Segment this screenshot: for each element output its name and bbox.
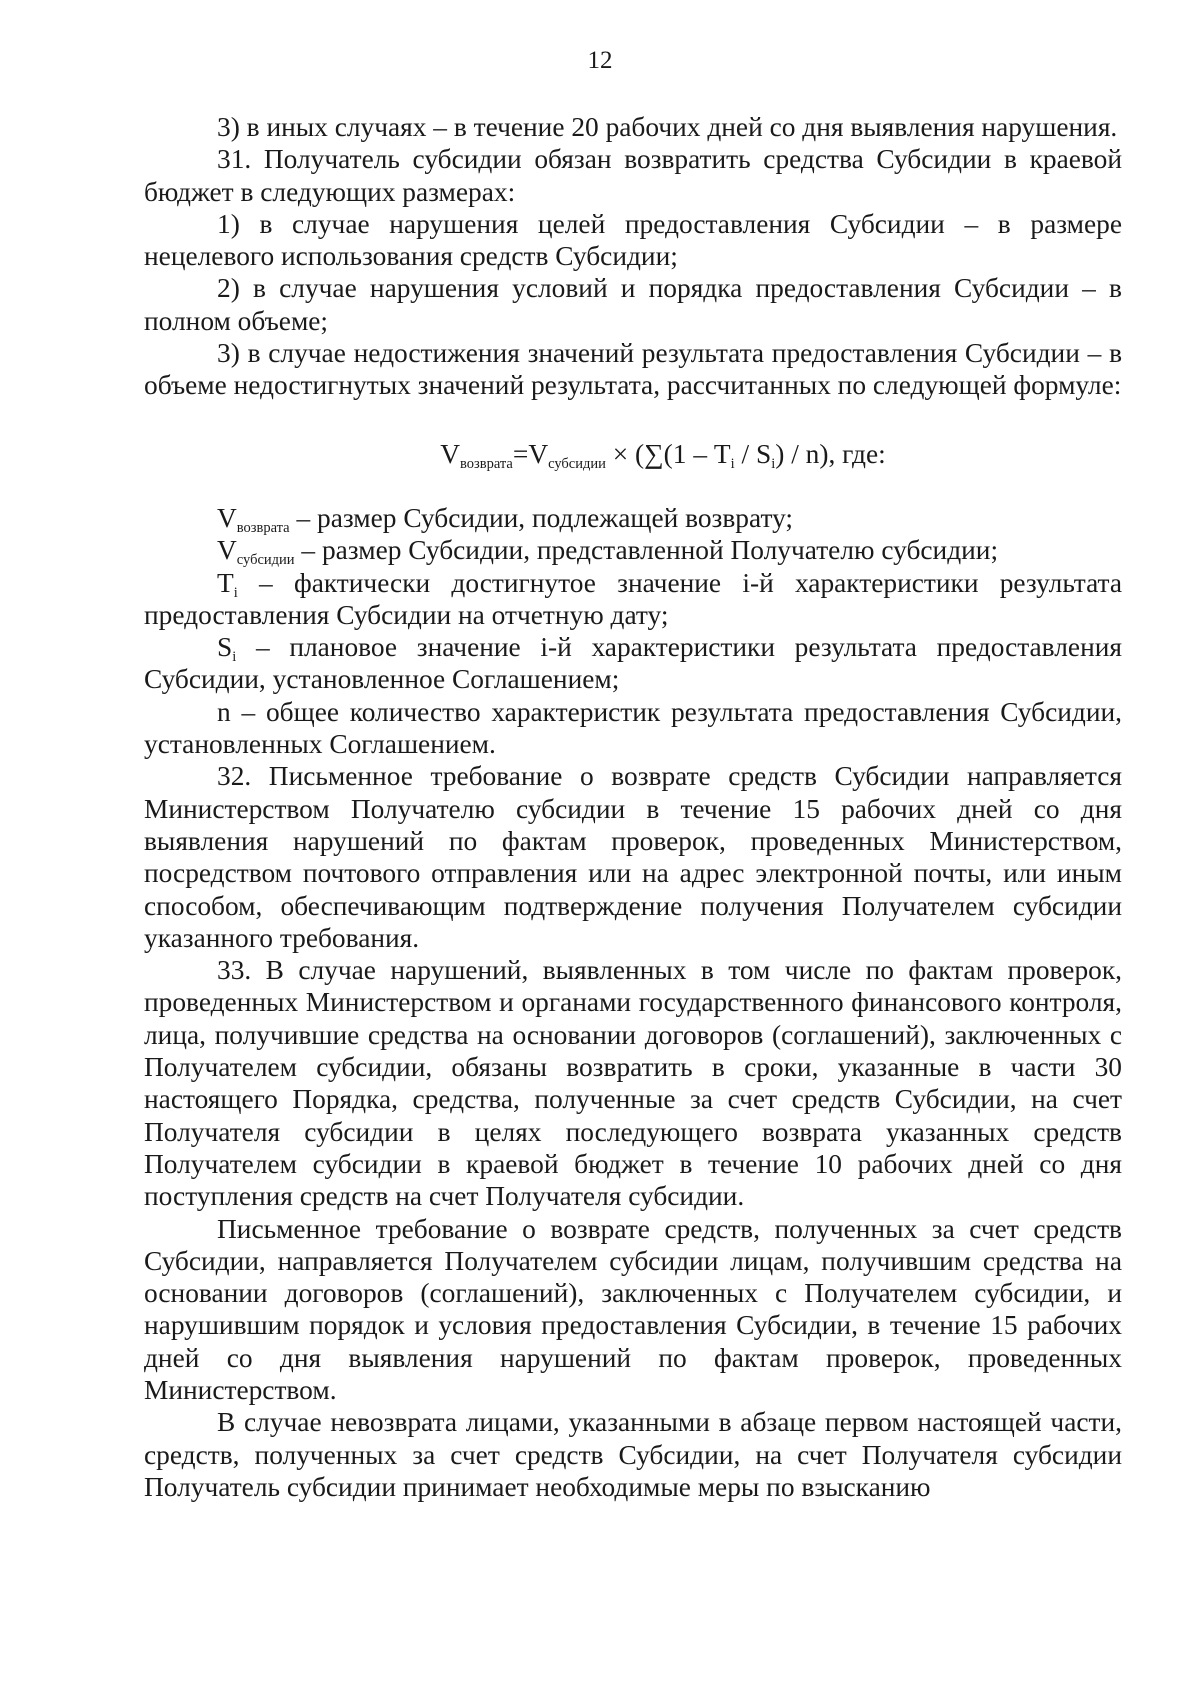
definition-s-subscript: i xyxy=(232,649,237,666)
definition-v-return xyxy=(144,502,1122,534)
definition-v-return-subscript: возврата xyxy=(236,519,290,536)
refund-formula xyxy=(144,438,1122,470)
formula-v-subsidy-subscript: субсидии xyxy=(548,455,606,472)
formula-expression-part-2: / S xyxy=(734,438,772,469)
paragraph-32: 32. Письменное требование о возврате средств Субсидии направляется Министерством Получателю субсидии в течение 15 рабочих дней со дня выявления нарушений по фактам проверок, проведенных Министерством, посредством почтового отправления или на адрес электронной почты, или иным способом, обеспечивающим подтверждение получения Получателем субсидии указанного требования. xyxy=(144,761,1122,953)
definition-v-return-symbol: V xyxy=(217,502,237,533)
paragraph-31-item-2: 2) в случае нарушения условий и порядка предоставления Субсидии – в полном объеме; xyxy=(144,273,1122,336)
paragraph-31-item-3: 3) в случае недостижения значений результата предоставления Субсидии – в объеме недостигнутых значений результата, рассчитанных по следующей формуле: xyxy=(144,338,1122,401)
formula-equals: = xyxy=(512,438,529,469)
page-number: 12 xyxy=(587,47,613,74)
definition-v-subsidy-symbol: V xyxy=(217,535,237,566)
formula-t-index: i xyxy=(730,455,735,472)
definition-s xyxy=(144,631,1122,696)
definition-s-symbol: S xyxy=(217,632,233,663)
paragraph-33-part-2: Письменное требование о возврате средств, полученных за счет средств Субсидии, направляется Получателем субсидии лицам, получившим средства на основании договоров (соглашений), заключенных с Получателем субсидии, и нарушившим порядок и условия предоставления Субсидии, в течение 15 рабочих дней со дня выявления нарушений по фактам проверок, проведенных Министерством. xyxy=(144,1213,1122,1405)
definition-t-symbol: T xyxy=(217,567,234,598)
formula-v-subsidy-symbol: V xyxy=(528,438,549,469)
paragraph-31-item-1: 1) в случае нарушения целей предоставления Субсидии – в размере нецелевого использования средств Субсидии; xyxy=(144,208,1122,272)
definition-v-subsidy-text: – размер Субсидии, представленной Получателю субсидии; xyxy=(294,535,999,566)
formula-expression-part-1: × (∑(1 – T xyxy=(605,438,731,469)
document-body xyxy=(144,111,1122,1503)
paragraph-30-item-3: 3) в иных случаях – в течение 20 рабочих дней со дня выявления нарушения. xyxy=(217,112,1118,142)
formula-v-return-subscript: возврата xyxy=(460,455,513,472)
definition-v-return-text: – размер Субсидии, подлежащей возврату; xyxy=(289,502,794,533)
definition-n: n – общее количество характеристик результата предоставления Субсидии, установленных Соглашением. xyxy=(144,696,1122,760)
definition-t-subscript: i xyxy=(233,584,238,601)
formula-expression-part-3: ) / n), где: xyxy=(775,438,886,469)
definition-t xyxy=(144,567,1122,632)
paragraph-33-part-3: В случае невозврата лицами, указанными в абзаце первом настоящей части, средств, полученных за счет средств Субсидии, на счет Получателя субсидии Получатель субсидии принимает необходимые меры по взысканию xyxy=(144,1407,1122,1502)
paragraph-33: 33. В случае нарушений, выявленных в том числе по фактам проверок, проведенных Министерством и органами государственного финансового контроля, лица, получившие средства на основании договоров (соглашений), заключенных с Получателем субсидии, обязаны возвратить в сроки, указанные в части 30 настоящего Порядка, средства, полученные за счет средств Субсидии, на счет Получателя субсидии в целях последующего возврата указанных средств Получателем субсидии в краевой бюджет в течение 10 рабочих дней со дня поступления средств на счет Получателя субсидии. xyxy=(144,955,1122,1212)
paragraph-31: 31. Получатель субсидии обязан возвратить средства Субсидии в краевой бюджет в следующих размерах: xyxy=(144,144,1122,207)
formula-v-return-symbol: V xyxy=(440,438,461,469)
definition-v-subsidy-subscript: субсидии xyxy=(236,552,295,569)
definition-s-text: – плановое значение i-й характеристики результата предоставления Субсидии, установленное Соглашением; xyxy=(144,632,1122,695)
definition-t-text: – фактически достигнутое значение i-й характеристики результата предоставления Субсидии на отчетную дату; xyxy=(144,567,1122,630)
formula-s-index: i xyxy=(771,455,776,472)
definition-v-subsidy xyxy=(144,534,1122,569)
